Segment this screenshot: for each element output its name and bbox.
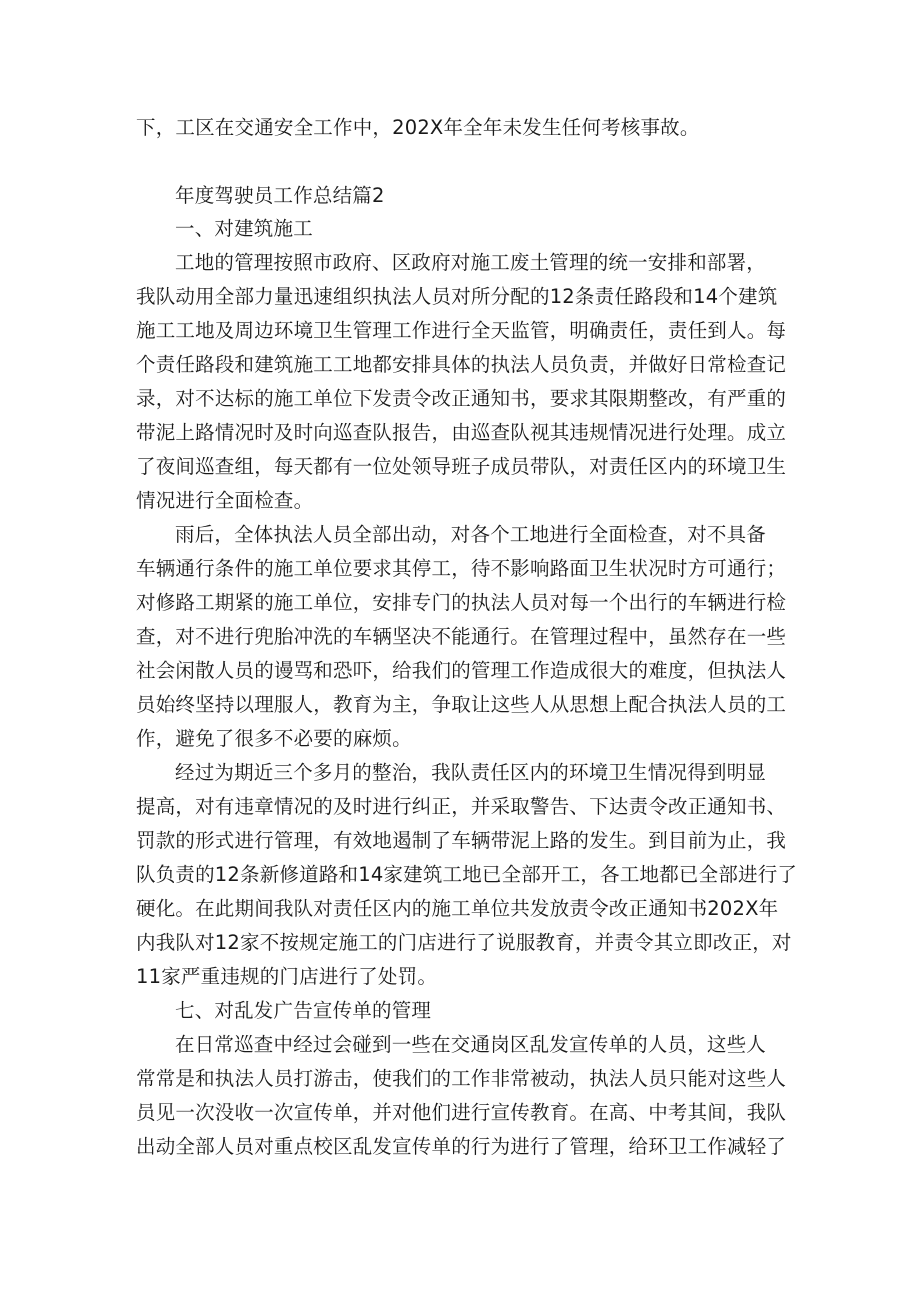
text-line: 内我队对12家不按规定施工的门店进行了说服教育，并责令其立即改正，对 xyxy=(136,931,792,954)
text-line: 带泥上路情况时及时向巡查队报告，由巡查队视其违规情况进行处理。成立 xyxy=(136,421,787,444)
subsection-heading: 七、对乱发广告宣传单的管理 xyxy=(175,999,432,1022)
text-line: 常常是和执法人员打游击，使我们的工作非常被动，执法人员只能对这些人 xyxy=(136,1067,787,1090)
text-line: 我队动用全部力量迅速组织执法人员对所分配的12条责任路段和14个建筑 xyxy=(136,285,778,308)
text-line: 录，对不达标的施工单位下发责令改正通知书，要求其限期整改，有严重的 xyxy=(136,387,787,410)
text-line: 11家严重违规的门店进行了处罚。 xyxy=(136,965,438,988)
text-line: 员见一次没收一次宣传单，并对他们进行宣传教育。在高、中考其间，我队 xyxy=(136,1101,787,1124)
text-line: 雨后，全体执法人员全部出动，对各个工地进行全面检查，对不具备 xyxy=(175,523,767,546)
text-line: 员始终坚持以理服人，教育为主，争取让这些人从思想上配合执法人员的工 xyxy=(136,693,787,716)
text-line: 下，工区在交通安全工作中，202X年全年未发生任何考核事故。 xyxy=(136,116,700,139)
text-line: 队负责的12条新修道路和14家建筑工地已全部开工，各工地都已全部进行了 xyxy=(136,863,798,886)
text-line: 对修路工期紧的施工单位，安排专门的执法人员对每一个出行的车辆进行检 xyxy=(136,591,787,614)
text-line: 提高，对有违章情况的及时进行纠正，并采取警告、下达责令改正通知书、 xyxy=(136,795,787,818)
text-line: 罚款的形式进行管理，有效地遏制了车辆带泥上路的发生。到目前为止，我 xyxy=(136,829,787,852)
text-line: 工地的管理按照市政府、区政府对施工废土管理的统一安排和部署， xyxy=(175,251,767,274)
text-line: 社会闲散人员的谩骂和恐吓，给我们的管理工作造成很大的难度，但执法人 xyxy=(136,659,787,682)
text-line: 情况进行全面检查。 xyxy=(136,489,314,512)
text-line: 在日常巡查中经过会碰到一些在交通岗区乱发宣传单的人员，这些人 xyxy=(175,1033,767,1056)
text-line: 经过为期近三个多月的整治，我队责任区内的环境卫生情况得到明显 xyxy=(175,761,767,784)
text-line: 车辆通行条件的施工单位要求其停工，待不影响路面卫生状况时方可通行； xyxy=(136,557,787,580)
text-line: 施工工地及周边环境卫生管理工作进行全天监管，明确责任，责任到人。每 xyxy=(136,319,787,342)
subsection-heading: 一、对建筑施工 xyxy=(175,217,313,240)
section-title: 年度驾驶员工作总结篇2 xyxy=(175,184,385,207)
text-line: 查，对不进行兜胎冲洗的车辆坚决不能通行。在管理过程中，虽然存在一些 xyxy=(136,625,787,648)
text-line: 了夜间巡查组，每天都有一位处领导班子成员带队，对责任区内的环境卫生 xyxy=(136,455,787,478)
text-line: 个责任路段和建筑施工工地都安排具体的执法人员负责，并做好日常检查记 xyxy=(136,353,787,376)
text-line: 出动全部人员对重点校区乱发宣传单的行为进行了管理，给环卫工作减轻了 xyxy=(136,1135,787,1158)
text-line: 作，避免了很多不必要的麻烦。 xyxy=(136,727,412,750)
text-line: 硬化。在此期间我队对责任区内的施工单位共发放责令改正通知书202X年 xyxy=(136,897,779,920)
